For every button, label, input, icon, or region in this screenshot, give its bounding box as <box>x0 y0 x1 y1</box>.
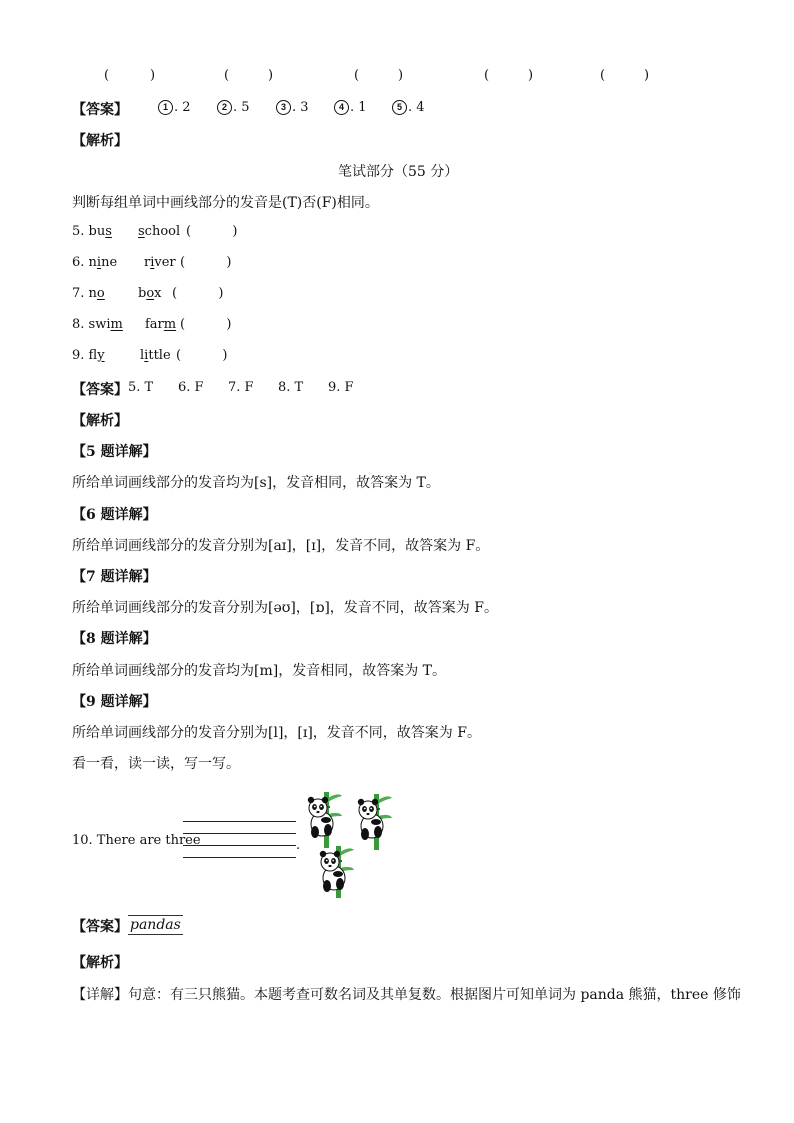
detail-heading: 【6 题详解】 <box>72 507 157 523</box>
answer-item <box>217 100 250 115</box>
word-1: bus <box>88 224 112 239</box>
question-item <box>72 255 117 270</box>
panda-icon <box>308 792 342 848</box>
word-2: box <box>138 286 162 301</box>
answer-item <box>392 100 425 115</box>
answer-label: 【答案】 <box>72 919 128 935</box>
answer-value: 8. T <box>278 380 304 395</box>
circled-number: 3 <box>276 100 291 115</box>
answer-bracket[interactable]: ( ) <box>180 317 232 332</box>
question-number: 6. <box>72 255 85 270</box>
answer-value: . 3 <box>292 100 309 115</box>
writing-line[interactable] <box>183 833 296 834</box>
detail-text: 【详解】句意：有三只熊猫。本题考查可数名词及其单复数。根据图片可知单词为 panda 熊猫，three 修饰 <box>72 987 741 1003</box>
question-item <box>72 348 105 363</box>
analysis-label: 【解析】 <box>72 955 128 971</box>
answer-value: . 5 <box>233 100 250 115</box>
panda-icon <box>320 846 354 898</box>
circled-number: 5 <box>392 100 407 115</box>
answer-value: . 2 <box>174 100 191 115</box>
bracket-close: ) <box>644 68 650 83</box>
answer-value: . 1 <box>350 100 367 115</box>
question-item <box>72 317 123 332</box>
word-1: fly <box>88 348 105 363</box>
answer-bracket[interactable]: ( ) <box>172 286 224 301</box>
writing-line[interactable] <box>183 845 296 846</box>
word-1: nine <box>88 255 118 270</box>
word-1: no <box>88 286 105 301</box>
word-2: little <box>140 348 171 363</box>
answer-bracket[interactable]: ( ) <box>176 348 228 363</box>
detail-heading: 【9 题详解】 <box>72 694 157 710</box>
bracket-open: ( <box>600 68 606 83</box>
detail-text: 所给单词画线部分的发音均为[s]，发音相同，故答案为 T。 <box>72 475 440 491</box>
detail-text: 所给单词画线部分的发音分别为[l]，[ɪ]，发音不同，故答案为 F。 <box>72 725 481 741</box>
answer-item <box>158 100 191 115</box>
panda-icon <box>358 794 392 850</box>
answer-label: 【答案】 <box>72 102 128 118</box>
instruction: 判断每组单词中画线部分的发音是(T)否(F)相同。 <box>72 195 379 211</box>
analysis-label: 【解析】 <box>72 133 128 149</box>
bracket-close: ) <box>398 68 404 83</box>
analysis-label: 【解析】 <box>72 413 128 429</box>
answer-value: 7. F <box>228 380 254 395</box>
writing-line[interactable] <box>183 857 296 858</box>
circled-number: 1 <box>158 100 173 115</box>
detail-heading: 【7 题详解】 <box>72 569 157 585</box>
question-item <box>72 286 105 301</box>
answer-value: 6. F <box>178 380 204 395</box>
question-10-text: 10. There are three <box>72 833 201 848</box>
detail-heading: 【5 题详解】 <box>72 444 157 460</box>
word-2: school <box>138 224 181 239</box>
question-number: 8. <box>72 317 85 332</box>
answer-value: . 4 <box>408 100 425 115</box>
answer-value: 5. T <box>128 380 154 395</box>
bracket-open: ( <box>354 68 360 83</box>
answer-value: 9. F <box>328 380 354 395</box>
panda-bamboo-image <box>300 786 410 898</box>
detail-text: 所给单词画线部分的发音分别为[əʊ]，[ɒ]，发音不同，故答案为 F。 <box>72 600 498 616</box>
question-number: 5. <box>72 224 85 239</box>
handwritten-answer: pandas <box>130 917 181 933</box>
answer-item <box>276 100 309 115</box>
detail-heading: 【8 题详解】 <box>72 631 157 647</box>
question-item <box>72 224 112 239</box>
answer-bracket[interactable]: ( ) <box>186 224 238 239</box>
bracket-open: ( <box>104 68 110 83</box>
answer-bracket[interactable]: ( ) <box>180 255 232 270</box>
circled-number: 4 <box>334 100 349 115</box>
section-title: 笔试部分（55 分） <box>338 164 459 180</box>
word-1: swim <box>88 317 123 332</box>
word-2: farm <box>145 317 177 332</box>
question-10-period: . <box>296 838 301 853</box>
instruction: 看一看，读一读，写一写。 <box>72 756 240 772</box>
circled-number: 2 <box>217 100 232 115</box>
question-number: 7. <box>72 286 85 301</box>
bracket-close: ) <box>528 68 534 83</box>
answer-label: 【答案】 <box>72 382 128 398</box>
bracket-open: ( <box>484 68 490 83</box>
detail-text: 所给单词画线部分的发音均为[m]，发音相同，故答案为 T。 <box>72 663 446 679</box>
detail-text: 所给单词画线部分的发音分别为[aɪ]，[ɪ]，发音不同，故答案为 F。 <box>72 538 490 554</box>
question-number: 9. <box>72 348 85 363</box>
word-2: river <box>144 255 176 270</box>
writing-line[interactable] <box>183 821 296 822</box>
bracket-close: ) <box>268 68 274 83</box>
bracket-close: ) <box>150 68 156 83</box>
answer-item <box>334 100 367 115</box>
bracket-open: ( <box>224 68 230 83</box>
